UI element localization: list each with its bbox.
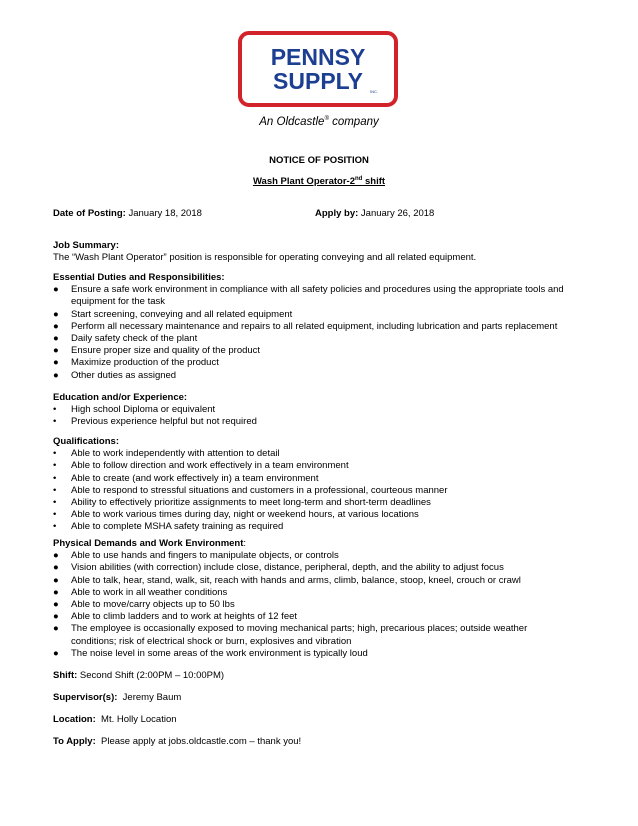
list-item: ● Start screening, conveying and all related equipment [53,308,293,320]
qualifications-heading: Qualifications: [53,436,119,447]
position-title: Wash Plant Operator-2nd shift [252,176,386,188]
company-logo [238,31,398,107]
physical-demands-section [53,538,573,660]
list-item: • Able to work independently with attention to detail [53,448,280,460]
job-summary-text: The “Wash Plant Operator” position is responsible for operating conveying and all related equipment. [53,252,477,264]
apply-by-date: Apply by: January 26, 2018 [315,208,435,219]
list-item: ● Able to use hands and fingers to manipulate objects, or controls [53,550,339,562]
tagline-text: An Oldcastle [259,116,325,128]
notice-title: NOTICE OF POSITION [269,155,369,166]
duties-heading: Essential Duties and Responsibilities: [53,272,225,283]
list-item: ● Perform all necessary maintenance and repairs to all related equipment, including lubrication and parts replacement [53,320,558,332]
duties-section [53,272,573,382]
qualifications-section [53,436,573,534]
logo-text-line2: SUPPLY [273,68,363,94]
job-summary-section [53,240,573,264]
job-summary-heading: Job Summary: [53,240,119,251]
logo-text-line1: PENNSY [270,44,366,70]
list-item: ● Able to work in all weather conditions [53,586,228,598]
list-item: • Able to create (and work effectively in) a team environment [53,472,319,484]
physical-demands-heading: Physical Demands and Work Environment: [53,538,247,549]
supervisor-line: Supervisor(s): Jeremy Baum [53,692,182,703]
list-item: ● Ensure a safe work environment in compliance with all safety policies and procedures using the appropriate tools and equipment for the task [53,284,564,308]
list-item: ● Vision abilities (with correction) include close, distance, peripheral, depth, and the ability to adjust focus [53,562,504,574]
logo-inc: INC. [370,89,378,94]
list-item: • Able to follow direction and work effectively in a team environment [53,460,349,472]
list-item: • Able to work various times during day, night or weekend hours, at various locations [53,509,419,521]
apply-line: To Apply: Please apply at jobs.oldcastle.com – thank you! [53,736,302,747]
list-item: • Ability to effectively prioritize assignments to meet long-term and short-term deadlines [53,497,431,509]
list-item: ● Able to talk, hear, stand, walk, sit, reach with hands and arms, climb, balance, stoop, kneel, crouch or crawl [53,574,521,586]
education-list [53,404,573,428]
education-heading: Education and/or Experience: [53,392,188,403]
tagline-end: company [328,116,379,128]
list-item: ● Daily safety check of the plant [53,333,198,345]
list-item: • Able to respond to stressful situations and customers in a professional, courteous manner [53,484,448,496]
qualifications-list [53,448,573,533]
list-item: ● Ensure proper size and quality of the product [53,345,261,357]
list-item: ● Able to climb ladders and to work at heights of 12 feet [53,611,298,623]
physical-demands-list [53,550,573,660]
posting-date: Date of Posting: January 18, 2018 [53,208,202,219]
list-item: ● Other duties as assigned [53,369,177,381]
list-item: ● The noise level in some areas of the work environment is typically loud [53,647,368,659]
duties-list [53,284,573,382]
list-item: • Able to complete MSHA safety training as required [53,521,284,533]
location-line: Location: Mt. Holly Location [53,714,177,725]
list-item: ● The employee is occasionally exposed to moving mechanical parts; high, precarious places; outside weather conditions; risk of electrical shock or burn, explosives and vibration [53,623,528,647]
list-item: • Previous experience helpful but not required [53,416,257,428]
registered-mark: ® [324,116,329,123]
shift-line: Shift: Second Shift (2:00PM – 10:00PM) [53,670,225,681]
list-item: ● Maximize production of the product [53,357,219,369]
list-item: ● Able to move/carry objects up to 50 lbs [53,599,235,611]
logo-tagline [0,116,638,128]
education-section [53,392,573,429]
list-item: • High school Diploma or equivalent [53,404,216,416]
